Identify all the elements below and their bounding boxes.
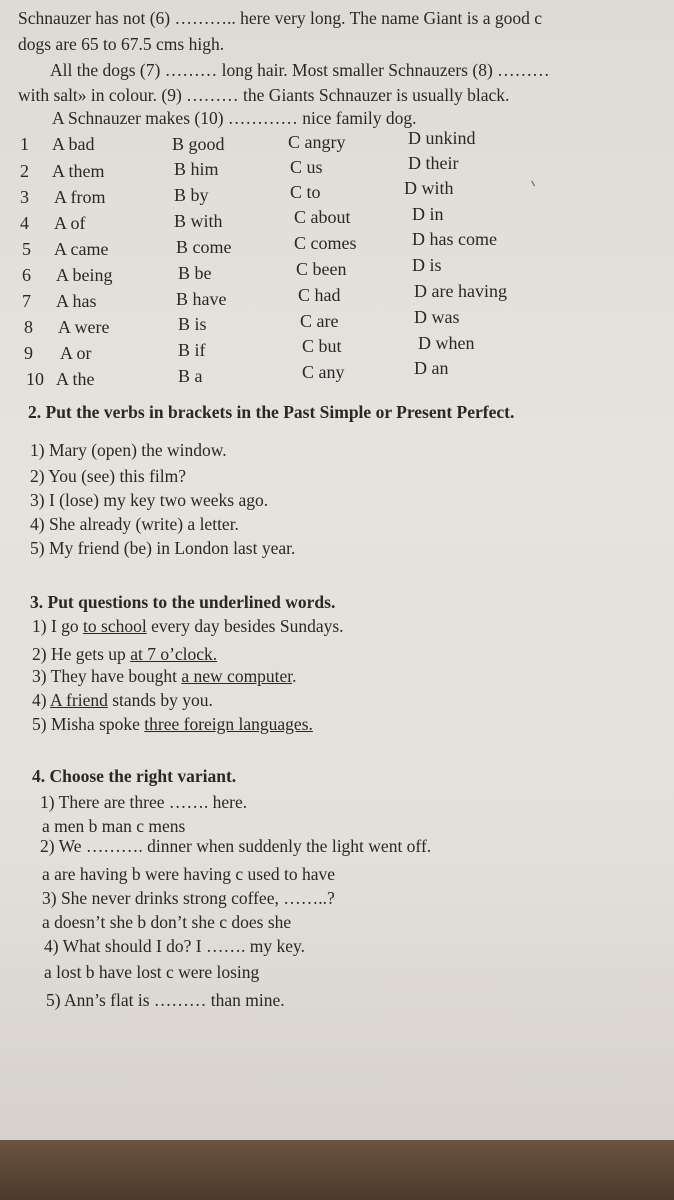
choice-c: C about: [294, 207, 351, 227]
choice-a: A of: [54, 213, 86, 233]
exercise-2-item: 5) My friend (be) in London last year.: [30, 538, 296, 558]
choice-c: C had: [298, 285, 341, 305]
choice-d: D with: [404, 178, 454, 198]
choice-d: D is: [412, 255, 442, 275]
choice-c: C are: [300, 311, 339, 331]
item-text: stands by you.: [107, 690, 213, 710]
choice-d: D in: [412, 204, 444, 224]
choice-b: B by: [174, 185, 209, 205]
exercise-4-question: 5) Ann’s flat is ……… than mine.: [46, 990, 285, 1010]
item-text: 5) Misha spoke: [32, 714, 145, 734]
exercise-3-item: [32, 690, 213, 710]
choice-a: A has: [56, 291, 97, 311]
exercise-4-question: 2) We ………. dinner when suddenly the light went off.: [40, 836, 432, 856]
exercise-4-question: 3) She never drinks strong coffee, ……..?: [42, 888, 335, 908]
exercise-4-question: 1) There are three ……. here.: [40, 792, 248, 812]
underlined-words: a new computer: [181, 666, 293, 686]
exercise-3-item: [32, 644, 217, 664]
exercise-4-variants: a are having b were having c used to have: [42, 864, 336, 884]
choice-number: 7: [22, 291, 31, 311]
exercise-3-item: [32, 666, 297, 686]
item-text: .: [292, 666, 297, 686]
choice-b: B if: [178, 340, 206, 360]
choice-a: A were: [58, 317, 110, 337]
choice-b: B him: [174, 159, 219, 179]
choice-d: D when: [418, 333, 475, 353]
choice-number: 4: [20, 213, 29, 233]
exercise-2-item: 1) Mary (open) the window.: [30, 440, 227, 460]
choice-b: B good: [172, 134, 225, 154]
choice-a: A came: [54, 239, 109, 259]
choice-a: A them: [52, 161, 105, 181]
choice-number: 6: [22, 265, 31, 285]
choice-number: 5: [22, 239, 31, 259]
choice-number: 9: [24, 343, 33, 363]
choice-c: C any: [302, 362, 345, 382]
pencil-tick-mark-icon: [531, 176, 544, 187]
underlined-words: at 7 o’clock.: [130, 644, 218, 664]
exercise-4-variants: a lost b have lost c were losing: [44, 962, 260, 982]
choice-d: D has come: [412, 229, 497, 249]
choice-a: A being: [56, 265, 113, 285]
choice-number: 8: [24, 317, 33, 337]
choice-number: 1: [20, 134, 29, 154]
passage-line-4: with salt» in colour. (9) ……… the Giants Schnauzer is usually black.: [18, 85, 510, 105]
choice-d: D was: [414, 307, 460, 327]
exercise-4-question: 4) What should I do? I ……. my key.: [44, 936, 305, 956]
item-text: every day besides Sundays.: [146, 616, 344, 636]
choice-d: D an: [414, 358, 449, 378]
choice-b: B a: [178, 366, 203, 386]
underlined-words: three foreign languages.: [144, 714, 313, 734]
choice-a: A bad: [52, 134, 95, 154]
choice-c: C comes: [294, 233, 357, 253]
exercise-2-item: 2) You (see) this film?: [30, 466, 187, 486]
passage-line-2: dogs are 65 to 67.5 cms high.: [18, 34, 225, 54]
choice-number: 10: [26, 369, 44, 389]
item-text: 3) They have bought: [32, 666, 182, 686]
choice-c: C been: [296, 259, 347, 279]
exercise-4-variants: a doesn’t she b don’t she c does she: [42, 912, 292, 932]
underlined-words: to school: [83, 616, 147, 636]
choice-a: A the: [56, 369, 95, 389]
choice-d: D their: [408, 153, 459, 173]
item-text: 1) I go: [32, 616, 84, 636]
choice-b: B have: [176, 289, 227, 309]
choice-number: 2: [20, 161, 29, 181]
exercise-2-item: 4) She already (write) a letter.: [30, 514, 239, 534]
choice-d: D unkind: [408, 128, 476, 148]
exercise-3-item: [32, 714, 313, 734]
exercise-3-title: 3. Put questions to the underlined words.: [30, 592, 336, 612]
choice-c: C but: [302, 336, 342, 356]
item-text: 4): [32, 690, 50, 710]
choice-c: C us: [290, 157, 323, 177]
exercise-4-title: 4. Choose the right variant.: [32, 766, 237, 786]
exercise-2-title: 2. Put the verbs in brackets in the Past Simple or Present Perfect.: [28, 402, 515, 422]
choice-d: D are having: [414, 281, 507, 301]
desk-surface: [0, 1140, 674, 1200]
choice-b: B with: [174, 211, 223, 231]
exercise-2-item: 3) I (lose) my key two weeks ago.: [30, 490, 269, 510]
passage-line-3: All the dogs (7) ……… long hair. Most smaller Schnauzers (8) ………: [50, 60, 550, 80]
choice-c: C angry: [288, 132, 346, 152]
choice-number: 3: [20, 187, 29, 207]
choice-b: B is: [178, 314, 207, 334]
exercise-4-variants: a men b man c mens: [42, 816, 186, 836]
item-text: 2) He gets up: [32, 644, 131, 664]
exercise-3-item: [32, 616, 344, 636]
choice-b: B be: [178, 263, 212, 283]
choice-b: B come: [176, 237, 232, 257]
choice-c: C to: [290, 182, 321, 202]
choice-a: A from: [54, 187, 106, 207]
passage-line-5: A Schnauzer makes (10) ………… nice family dog.: [52, 108, 417, 128]
choice-a: A or: [60, 343, 92, 363]
underlined-words: A friend: [50, 690, 108, 710]
passage-line-1: Schnauzer has not (6) ……….. here very long. The name Giant is a good c: [18, 8, 543, 28]
